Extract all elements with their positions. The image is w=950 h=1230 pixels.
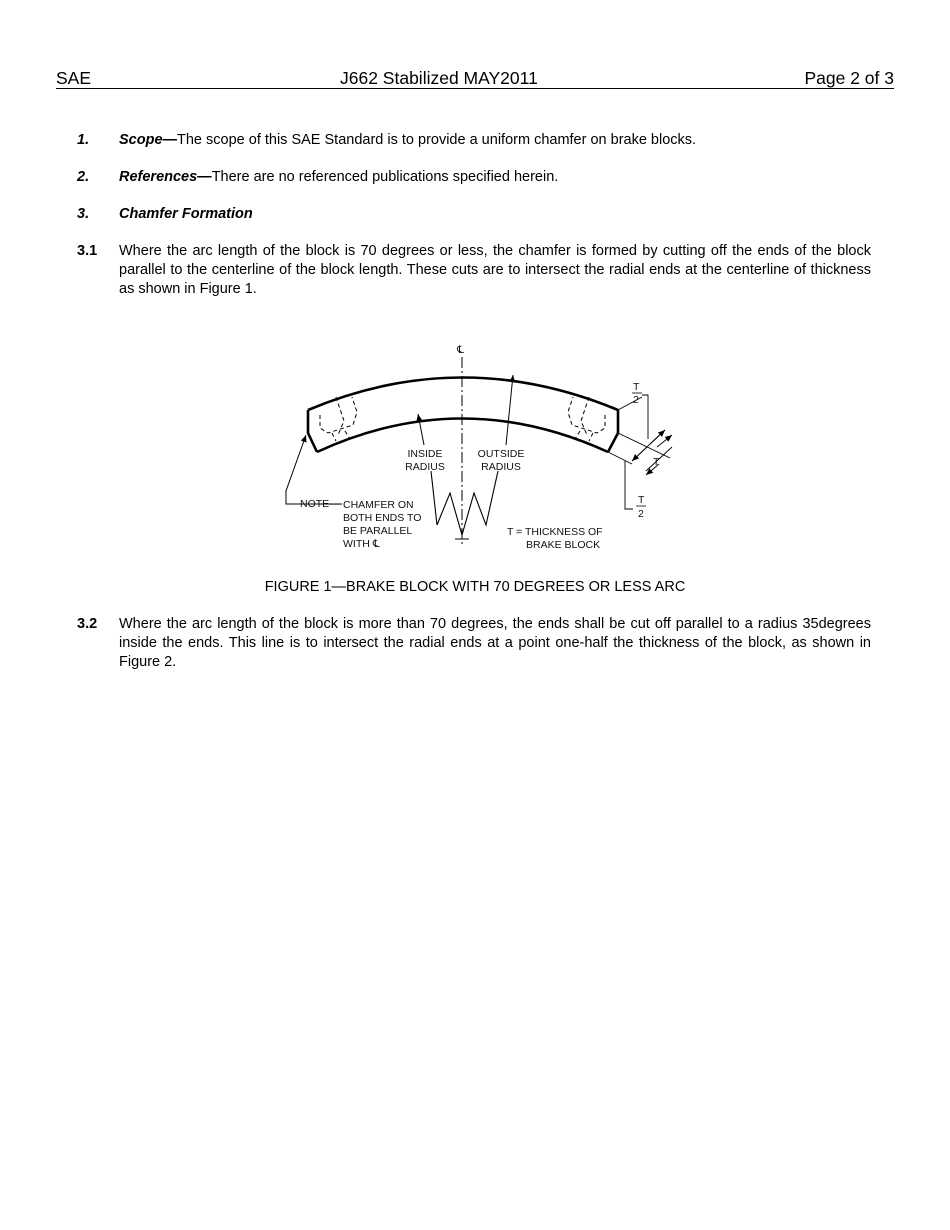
header-document-id: J662 Stabilized MAY2011	[340, 68, 538, 88]
half-thickness-top-denominator: 2	[633, 394, 639, 406]
paragraph-number: 3.1	[77, 243, 98, 259]
section-references	[77, 168, 871, 188]
block-left-end-chamfer	[308, 410, 317, 452]
half-thickness-bottom-numerator: T	[638, 494, 645, 506]
section-text: There are no referenced publications specified herein.	[211, 169, 559, 185]
section-body	[119, 168, 871, 187]
radius-break-zigzag	[431, 471, 498, 535]
note-text-line-1: CHAMFER ON	[343, 499, 414, 511]
header-org: SAE	[56, 68, 92, 88]
brake-block-outer-arc	[308, 378, 618, 411]
paragraph-3-2	[77, 615, 871, 673]
outside-radius-label-line-1: OUTSIDE	[477, 448, 525, 460]
inside-radius-label-line-2: RADIUS	[405, 461, 445, 473]
right-extension-line-mid	[618, 433, 670, 458]
section-number: 1.	[77, 132, 90, 148]
thickness-arrow-near-upper	[657, 435, 672, 447]
thickness-dimension-arrow-lower	[632, 447, 647, 461]
outside-radius-arrow	[506, 375, 513, 445]
note-label: NOTE—	[300, 498, 340, 510]
centerline-symbol: ℄	[457, 344, 464, 356]
half-thickness-bracket-lower	[625, 461, 633, 509]
section-title: Chamfer Formation	[119, 206, 253, 222]
half-thickness-bracket-upper	[642, 395, 648, 439]
section-text: The scope of this SAE Standard is to provide a uniform chamfer on brake blocks.	[177, 132, 697, 148]
page-header	[56, 68, 894, 89]
note-text-line-3: BE PARALLEL	[343, 525, 413, 537]
note-text-line-2: BOTH ENDS TO	[343, 512, 422, 524]
block-right-end-chamfer	[608, 410, 618, 452]
section-body	[119, 131, 871, 150]
note-text-line-4: WITH ℄	[343, 538, 380, 550]
section-title: References—	[119, 169, 212, 185]
section-title: Scope—	[119, 132, 178, 148]
figure-1-caption: FIGURE 1—BRAKE BLOCK WITH 70 DEGREES OR LESS ARC	[264, 579, 686, 595]
half-thickness-top-numerator: T	[633, 381, 640, 393]
section-chamfer-formation	[77, 205, 871, 225]
section-scope	[77, 131, 871, 151]
paragraph-text: Where the arc length of the block is more than 70 degrees, the ends shall be cut off parallel to a radius 35degrees inside the ends. This line is to intersect the radial ends at a point one-half the thickness of the block, as shown in Figure 2.	[119, 616, 871, 670]
header-page-number: Page 2 of 3	[804, 68, 894, 88]
paragraph-3-1	[77, 242, 871, 300]
section-number: 3.	[77, 206, 90, 222]
thickness-legend-line-1: T = THICKNESS OF	[507, 526, 603, 538]
inside-radius-arrow	[418, 414, 424, 445]
section-number: 2.	[77, 169, 90, 185]
thickness-t-label: T	[653, 456, 660, 468]
paragraph-text: Where the arc length of the block is 70 degrees or less, the chamfer is formed by cutting off the ends of the block parallel to the centerline of the block length. These cuts are to intersect the radial ends at the centerline of thickness as shown in Figure 1.	[119, 243, 871, 297]
outside-radius-label-line-2: RADIUS	[481, 461, 521, 473]
figure-1-brake-block-diagram	[250, 335, 700, 565]
paragraph-number: 3.2	[77, 616, 98, 632]
inside-radius-label-line-1: INSIDE	[407, 448, 443, 460]
half-thickness-bottom-denominator: 2	[638, 508, 644, 520]
right-extension-line-lower	[608, 452, 632, 464]
thickness-legend-line-2: BRAKE BLOCK	[526, 539, 601, 551]
